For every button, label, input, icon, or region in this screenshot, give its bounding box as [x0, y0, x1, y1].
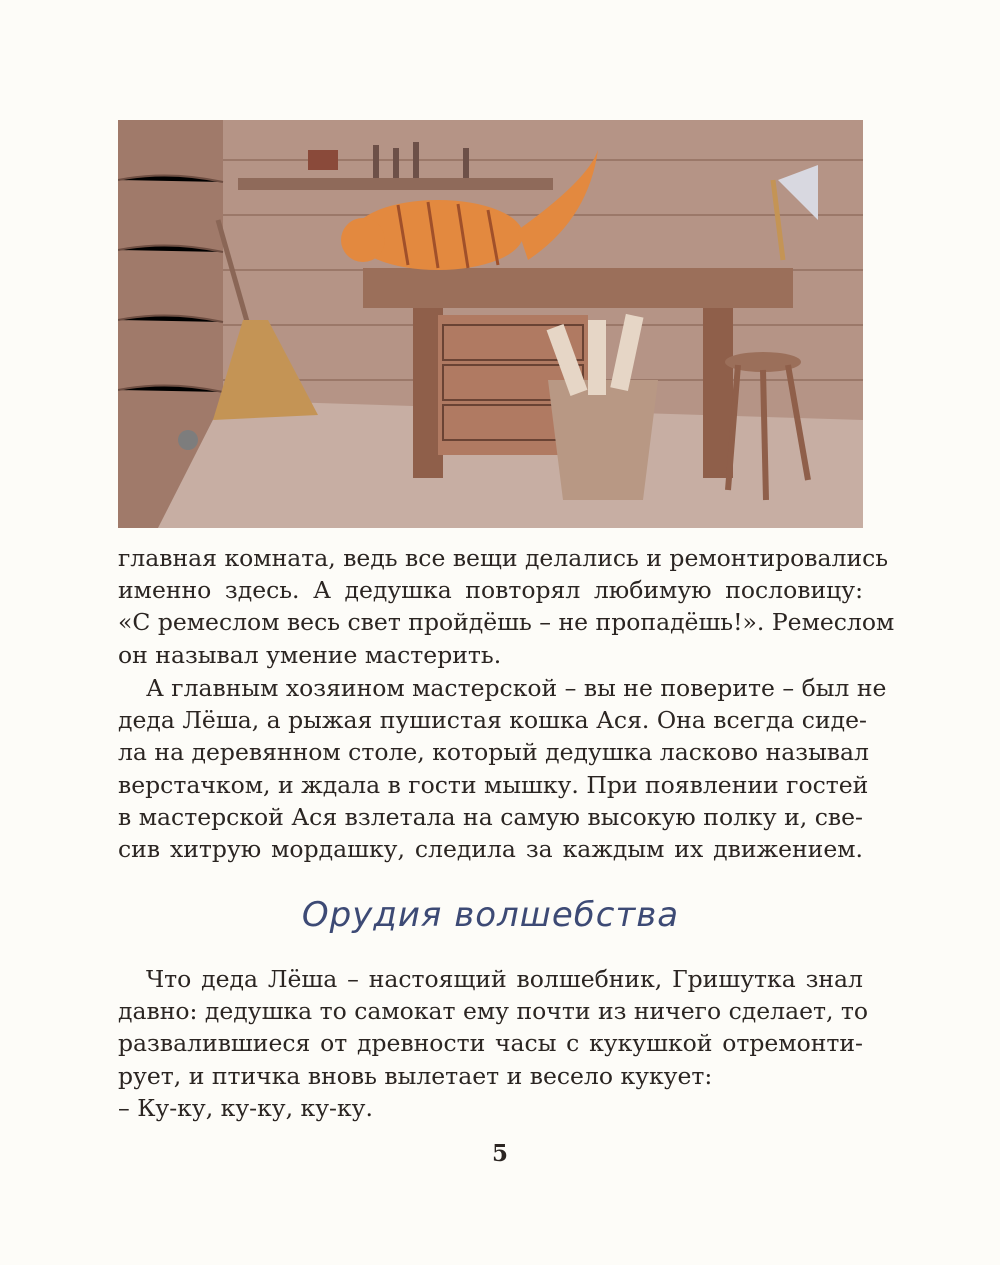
- text-line: Что деда Лёша – настоящий волшебник, Гришутка знал: [146, 965, 863, 993]
- text-line: именно здесь. А дедушка повторял любимую пословицу:: [118, 576, 863, 605]
- workshop-drawing: [118, 120, 863, 528]
- mouse: [178, 430, 198, 450]
- paragraph-2: [118, 672, 887, 865]
- page-number: 5: [491, 1140, 508, 1167]
- text-line: давно: дедушка то самокат ему почти из ничего сделает, то: [118, 997, 869, 1026]
- text-line: в мастерской Ася взлетала на самую высокую полку и, све-: [118, 802, 863, 831]
- text-line: он называл умение мастерить.: [118, 640, 502, 669]
- text-line: – Ку-ку, ку-ку, ку-ку.: [118, 1093, 373, 1122]
- text-line: деда Лёша, а рыжая пушистая кошка Ася. Она всегда сиде-: [118, 706, 867, 735]
- text-line: верстачком, и ждала в гости мышку. При появлении гостей: [118, 770, 869, 799]
- tool-shelf: [238, 178, 553, 190]
- text-line: сив хитрую мордашку, следила за каждым их движением.: [118, 835, 863, 864]
- text-line: А главным хозяином мастерской – вы не поверите – был не: [146, 674, 887, 702]
- text-line: рует, и птичка вновь вылетает и весело кукует:: [118, 1061, 713, 1090]
- text-line: развалившиеся от древности часы с кукушкой отремонти-: [118, 1029, 863, 1058]
- text-line: главная комната, ведь все вещи делались и ремонтировались: [118, 544, 889, 572]
- section-heading: Орудия волшебства: [301, 895, 680, 935]
- paragraph-1: [118, 542, 895, 671]
- paragraph-3: [118, 963, 869, 1124]
- text-line: «С ремеслом весь свет пройдёшь – не пропадёшь!». Ремеслом: [118, 608, 895, 637]
- workshop-illustration: [118, 120, 863, 528]
- text-line: ла на деревянном столе, который дедушка ласково называл: [118, 738, 869, 767]
